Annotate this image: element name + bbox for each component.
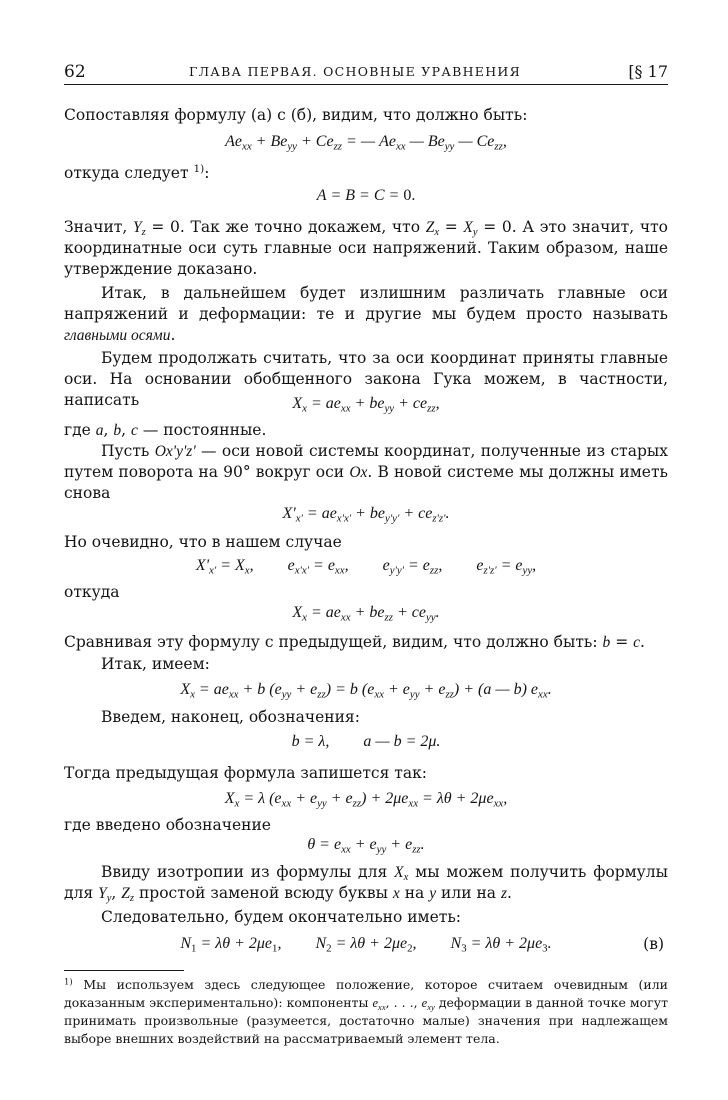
paragraph: Итак, в дальнейшем будет излишним различать главные оси напряжений и деформации: те и другие мы будем просто называть главными осями. <box>64 284 668 344</box>
section-marker: [§ 17 <box>628 62 668 81</box>
paragraph: откуда следует $^{1)}$: <box>64 163 210 182</box>
paragraph: Введем, наконец, обозначения: <box>101 708 360 726</box>
paragraph: Тогда предыдущая формула запишется так: <box>64 764 428 782</box>
paragraph: Итак, имеем: <box>101 655 210 673</box>
running-title: ГЛАВА ПЕРВАЯ. ОСНОВНЫЕ УРАВНЕНИЯ <box>189 64 521 79</box>
paragraph: Сопоставляя формулу (а) с (б), видим, что должно быть: <box>64 106 528 124</box>
paragraph: Значит, $Y_z = 0$. Так же точно докажем, что $Z_x = X_y = 0$. А это значит, что координатные оси суть главные оси напряжений. Таким образом, наше утверждение доказано. <box>64 218 668 278</box>
formula: $X'_{x'} = X_x$, $e_{x'x'} = e_{xx}$, $e_{y'y'} = e_{zz}$, $e_{z'z'} = e_{yy}$, <box>195 557 537 577</box>
paragraph: Следовательно, будем окончательно иметь: <box>101 908 462 926</box>
formula: $X_x = \lambda$ $(e_{xx} + e_{yy} + e_{zz}) + 2\mu e_{xx} = \lambda\theta + 2\mu e_{xx}$, <box>224 790 508 810</box>
footnote-ref: 1) <box>193 163 205 176</box>
formula: $X_x = ae_{xx} + b$ $(e_{yy} + e_{zz}) = b$ $(e_{xx} + e_{yy} + e_{zz}) + (a$ — b) $e_{xx}$. <box>180 681 552 701</box>
paragraph: Пусть Ox'y'z' — оси новой системы координат, полученные из старых путем поворота на 90° вокруг оси Ox. В новой системе мы должны иметь снова <box>64 442 668 502</box>
formula: A = B = C = 0. <box>316 187 416 204</box>
formula: $Ae_{xx} + Be_{yy} + Ce_{zz}$ = — $Ae_{xx}$ — $Be_{yy}$ — $Ce_{zz}$, <box>225 133 507 153</box>
paragraph: Ввиду изотропии из формулы для $X_x$ мы можем получить формулы для $Y_y$, $Z_z$ простой заменой всюду буквы x на y или на z. <box>64 863 668 905</box>
footnote-rule <box>64 970 184 971</box>
formula: b = λ, a — b = 2μ. <box>291 733 441 750</box>
formula: $N_1 = \lambda\theta + 2\mu e_1$, $N_2 = \lambda\theta + 2\mu e_2$, $N_3 = \lambda\theta + 2\mu e_3$. <box>180 935 552 955</box>
paragraph: где a, b, c — постоянные. <box>64 421 267 439</box>
paragraph: где введено обозначение <box>64 816 271 834</box>
page-header <box>64 62 668 84</box>
page-number: 62 <box>64 62 86 82</box>
header-rule <box>64 84 668 85</box>
equation-label: (в) <box>643 935 664 953</box>
formula: $X'_{x'} = ae_{x'x'} + be_{y'y'} + ce_{z'z'}$. <box>282 505 450 525</box>
formula: $X_x = ae_{xx} + be_{yy} + ce_{zz}$, <box>292 395 440 415</box>
formula: $X_x = ae_{xx} + be_{zz} + ce_{yy}$. <box>292 604 440 624</box>
footnote-marker: 1) <box>64 977 73 988</box>
formula: $\theta = e_{xx} + e_{yy} + e_{zz}$. <box>307 836 425 856</box>
paragraph: Будем продолжать считать, что за оси координат приняты главные оси. На основании обобщенного закона Гука можем, в частности, написать <box>64 349 668 409</box>
paragraph: Но очевидно, что в нашем случае <box>64 533 342 551</box>
paragraph: Сравнивая эту формулу с предыдущей, видим, что должно быть: b = c. <box>64 633 645 651</box>
footnote: $^{1)}$ Мы используем здесь следующее положение, которое считаем очевидным (или доказанным экспериментально): компоненты $e_{xx}$, . . ., $e_{xy}$ деформации в данной точке могут принимать произвольные (разумеется, достаточно малые) значения при надлежащем выборе внешних воздействий на рассматриваемый элемент тела. <box>64 977 668 1046</box>
paragraph: откуда <box>64 583 120 601</box>
